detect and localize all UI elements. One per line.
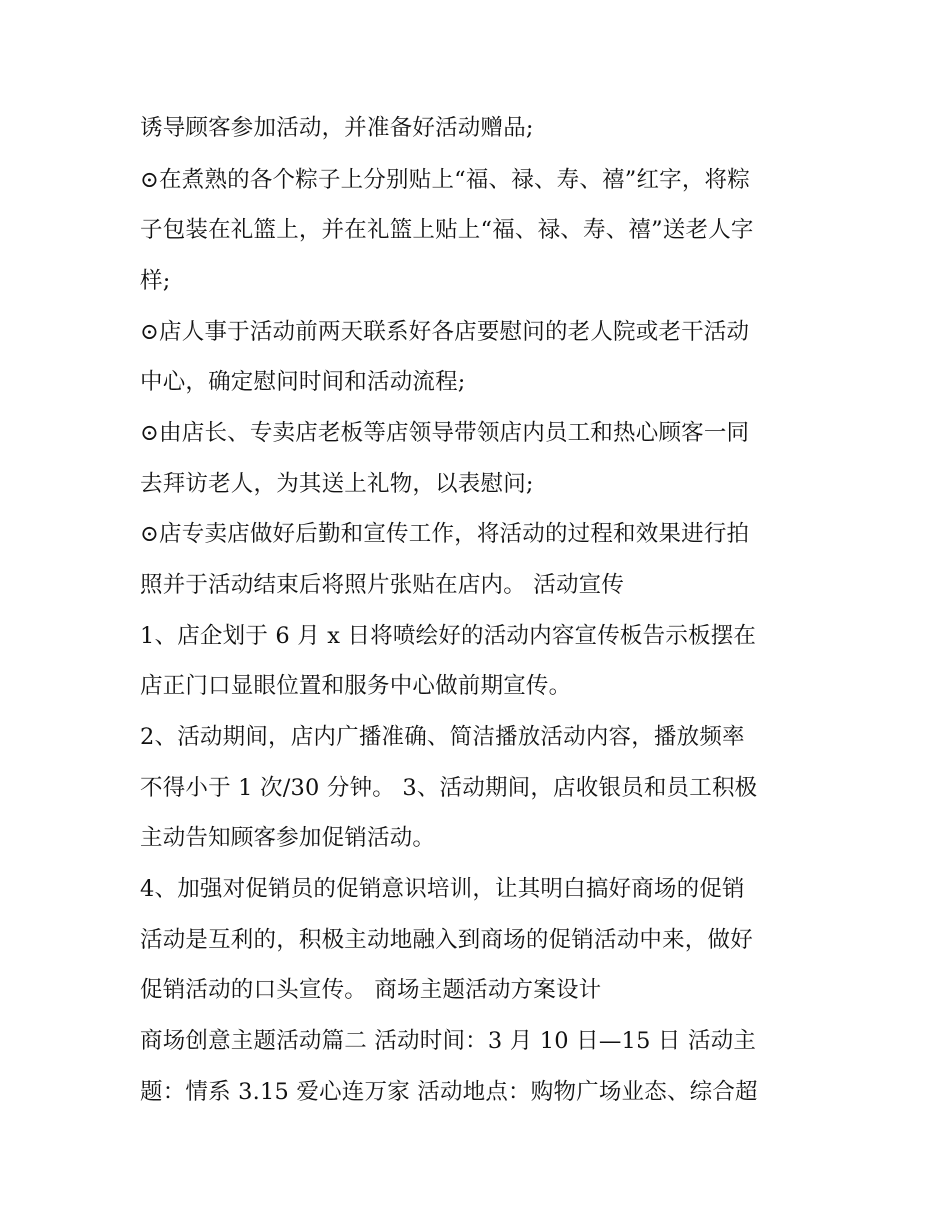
text-line: 样; (140, 268, 171, 294)
text-line: 1、店企划于 6 月 x 日将喷绘好的活动内容宣传板告示板摆在 (140, 623, 757, 649)
text-line: 活动是互利的，积极主动地融入到商场的促销活动中来，做好 (140, 927, 753, 953)
text-line: 2、活动期间，店内广播准确、简洁播放活动内容，播放频率 (140, 724, 745, 750)
text-line: ⊙店人事于活动前两天联系好各店要慰问的老人院或老干活动 (140, 319, 750, 345)
text-line: 店正门口显眼位置和服务中心做前期宣传。 (140, 673, 572, 699)
text-line: 中心，确定慰问时间和活动流程; (140, 369, 466, 395)
text-line: 主动告知顾客参加促销活动。 (140, 825, 436, 851)
text-line: 商场创意主题活动篇二 活动时间：3 月 10 日—15 日 活动主 (140, 1028, 757, 1054)
text-line: 去拜访老人，为其送上礼物，以表慰问; (140, 471, 534, 497)
text-line: 诱导顾客参加活动，并准备好活动赠品; (140, 115, 534, 141)
text-line: 促销活动的口头宣传。 商场主题活动方案设计 (140, 977, 602, 1003)
text-line: ⊙在煮熟的各个粽子上分别贴上“福、禄、寿、禧”红字，将粽 (140, 167, 750, 193)
text-line: 4、加强对促销员的促销意识培训，让其明白搞好商场的促销 (140, 876, 745, 902)
text-line: 照并于活动结束后将照片张贴在店内。 活动宣传 (140, 572, 625, 598)
text-line: ⊙店专卖店做好后勤和宣传工作，将活动的过程和效果进行拍 (140, 521, 750, 547)
text-line: ⊙由店长、专卖店老板等店领导带领店内员工和热心顾客一同 (140, 420, 750, 446)
text-line: 题：情系 3.15 爱心连万家 活动地点：购物广场业态、综合超 (140, 1079, 758, 1105)
text-line: 不得小于 1 次/30 分钟。 3、活动期间，店收银员和员工积极 (140, 775, 758, 801)
text-line: 子包装在礼篮上，并在礼篮上贴上“福、禄、寿、禧”送老人字 (140, 217, 754, 243)
